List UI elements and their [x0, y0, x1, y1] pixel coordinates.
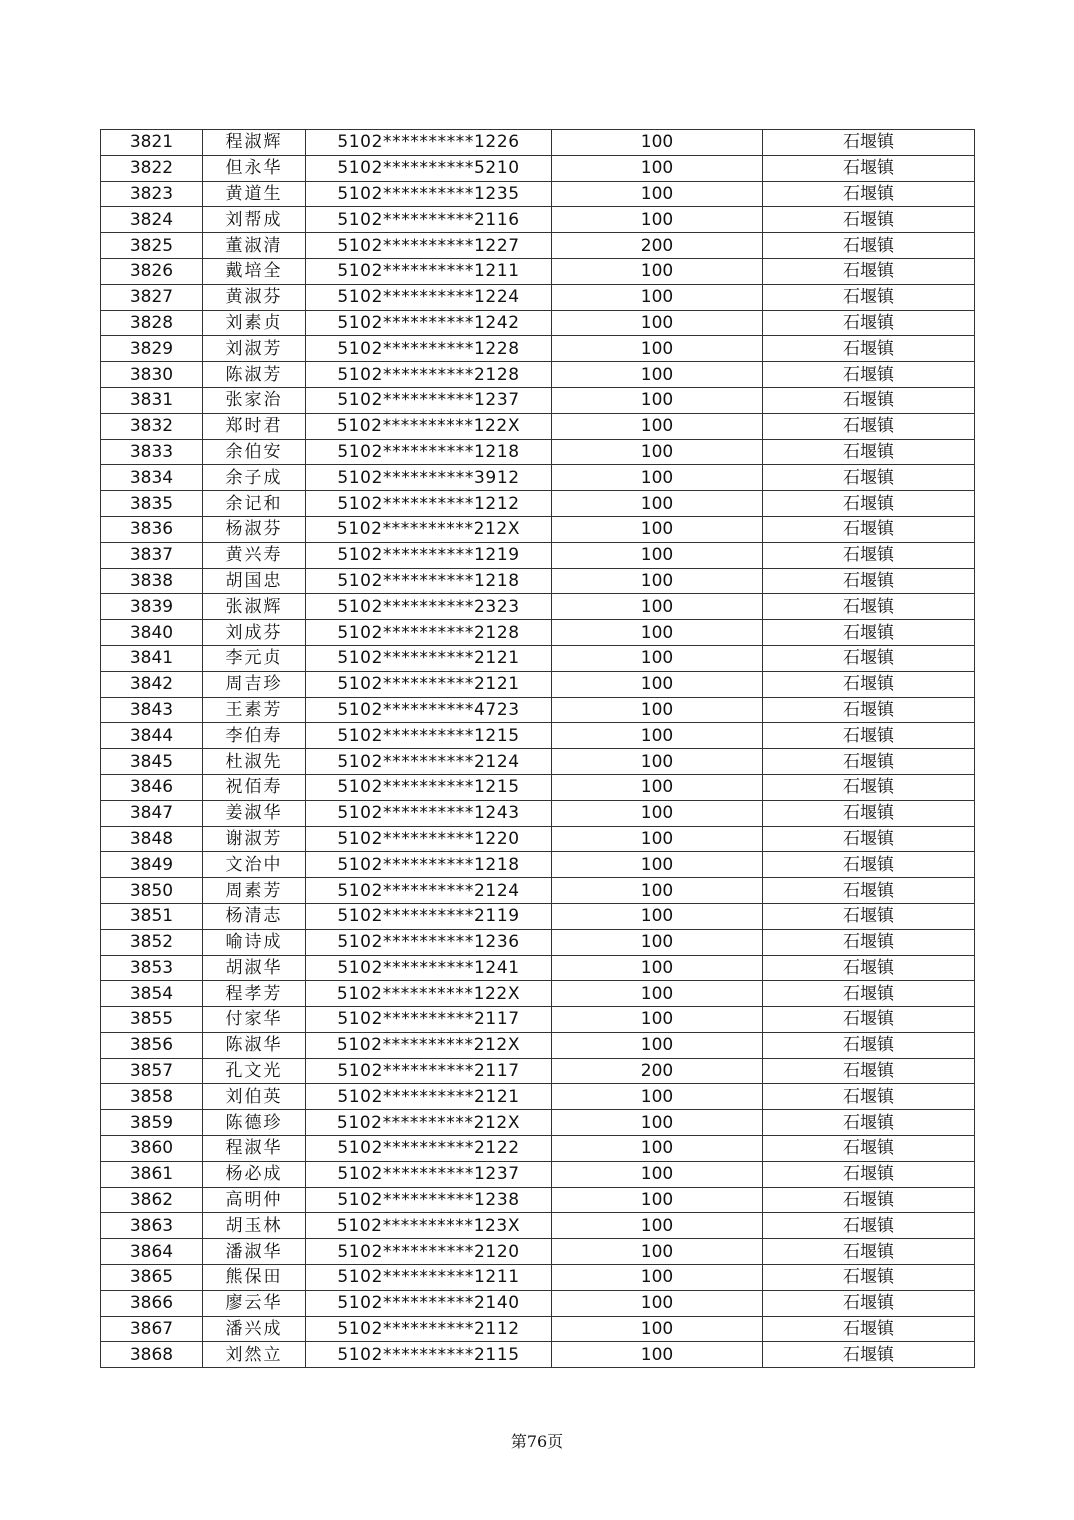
id-number-cell: 5102**********2128 — [306, 362, 552, 388]
town-cell: 石堰镇 — [763, 826, 975, 852]
name-cell: 喻诗成 — [203, 929, 306, 955]
row-index-cell: 3865 — [101, 1265, 203, 1291]
row-index-cell: 3825 — [101, 233, 203, 259]
amount-cell: 100 — [552, 439, 763, 465]
id-number-cell: 5102**********1242 — [306, 310, 552, 336]
table-row — [101, 774, 975, 800]
amount-cell: 100 — [552, 697, 763, 723]
amount-cell: 200 — [552, 233, 763, 259]
row-index-cell: 3855 — [101, 1007, 203, 1033]
town-cell: 石堰镇 — [763, 362, 975, 388]
table-row — [101, 181, 975, 207]
row-index-cell: 3861 — [101, 1161, 203, 1187]
row-index-cell: 3832 — [101, 413, 203, 439]
row-index-cell: 3840 — [101, 620, 203, 646]
name-cell: 潘兴成 — [203, 1316, 306, 1342]
amount-cell: 100 — [552, 1187, 763, 1213]
row-index-cell: 3845 — [101, 749, 203, 775]
table-row — [101, 310, 975, 336]
town-cell: 石堰镇 — [763, 1316, 975, 1342]
amount-cell: 100 — [552, 1213, 763, 1239]
town-cell: 石堰镇 — [763, 413, 975, 439]
id-number-cell: 5102**********2121 — [306, 671, 552, 697]
town-cell: 石堰镇 — [763, 955, 975, 981]
name-cell: 但永华 — [203, 155, 306, 181]
row-index-cell: 3854 — [101, 981, 203, 1007]
name-cell: 周吉珍 — [203, 671, 306, 697]
town-cell: 石堰镇 — [763, 671, 975, 697]
table-row — [101, 1316, 975, 1342]
town-cell: 石堰镇 — [763, 1213, 975, 1239]
name-cell: 刘成芬 — [203, 620, 306, 646]
table-row — [101, 1342, 975, 1368]
name-cell: 廖云华 — [203, 1290, 306, 1316]
id-number-cell: 5102**********123X — [306, 1213, 552, 1239]
town-cell: 石堰镇 — [763, 1161, 975, 1187]
row-index-cell: 3851 — [101, 903, 203, 929]
table-row — [101, 465, 975, 491]
amount-cell: 100 — [552, 491, 763, 517]
table-row — [101, 697, 975, 723]
town-cell: 石堰镇 — [763, 620, 975, 646]
table-row — [101, 1032, 975, 1058]
id-number-cell: 5102**********2117 — [306, 1007, 552, 1033]
records-table — [100, 129, 975, 1368]
amount-cell: 100 — [552, 568, 763, 594]
town-cell: 石堰镇 — [763, 1136, 975, 1162]
row-index-cell: 3826 — [101, 258, 203, 284]
amount-cell: 100 — [552, 258, 763, 284]
id-number-cell: 5102**********1215 — [306, 774, 552, 800]
town-cell: 石堰镇 — [763, 981, 975, 1007]
name-cell: 程淑华 — [203, 1136, 306, 1162]
table-row — [101, 1161, 975, 1187]
row-index-cell: 3853 — [101, 955, 203, 981]
id-number-cell: 5102**********2323 — [306, 594, 552, 620]
id-number-cell: 5102**********2140 — [306, 1290, 552, 1316]
amount-cell: 100 — [552, 1342, 763, 1368]
id-number-cell: 5102**********2116 — [306, 207, 552, 233]
name-cell: 刘素贞 — [203, 310, 306, 336]
name-cell: 刘淑芳 — [203, 336, 306, 362]
id-number-cell: 5102**********2121 — [306, 645, 552, 671]
name-cell: 余记和 — [203, 491, 306, 517]
table-row — [101, 800, 975, 826]
town-cell: 石堰镇 — [763, 568, 975, 594]
town-cell: 石堰镇 — [763, 852, 975, 878]
table-row — [101, 491, 975, 517]
town-cell: 石堰镇 — [763, 1265, 975, 1291]
page-number: 第76页 — [510, 1432, 564, 1451]
table-row — [101, 516, 975, 542]
name-cell: 熊保田 — [203, 1265, 306, 1291]
id-number-cell: 5102**********2122 — [306, 1136, 552, 1162]
id-number-cell: 5102**********1226 — [306, 130, 552, 156]
id-number-cell: 5102**********212X — [306, 1110, 552, 1136]
table-row — [101, 207, 975, 233]
name-cell: 郑时君 — [203, 413, 306, 439]
table-row — [101, 749, 975, 775]
id-number-cell: 5102**********1243 — [306, 800, 552, 826]
table-row — [101, 1265, 975, 1291]
row-index-cell: 3843 — [101, 697, 203, 723]
row-index-cell: 3841 — [101, 645, 203, 671]
row-index-cell: 3839 — [101, 594, 203, 620]
id-number-cell: 5102**********1236 — [306, 929, 552, 955]
row-index-cell: 3831 — [101, 387, 203, 413]
name-cell: 戴培全 — [203, 258, 306, 284]
table-row — [101, 723, 975, 749]
amount-cell: 100 — [552, 749, 763, 775]
town-cell: 石堰镇 — [763, 130, 975, 156]
id-number-cell: 5102**********1235 — [306, 181, 552, 207]
table-row — [101, 981, 975, 1007]
amount-cell: 100 — [552, 671, 763, 697]
id-number-cell: 5102**********2112 — [306, 1316, 552, 1342]
town-cell: 石堰镇 — [763, 929, 975, 955]
table-row — [101, 1007, 975, 1033]
id-number-cell: 5102**********1224 — [306, 284, 552, 310]
name-cell: 李元贞 — [203, 645, 306, 671]
table-row — [101, 1058, 975, 1084]
name-cell: 张家治 — [203, 387, 306, 413]
name-cell: 杨必成 — [203, 1161, 306, 1187]
name-cell: 余伯安 — [203, 439, 306, 465]
row-index-cell: 3824 — [101, 207, 203, 233]
town-cell: 石堰镇 — [763, 542, 975, 568]
table-row — [101, 826, 975, 852]
town-cell: 石堰镇 — [763, 1110, 975, 1136]
table-row — [101, 439, 975, 465]
amount-cell: 100 — [552, 542, 763, 568]
id-number-cell: 5102**********1228 — [306, 336, 552, 362]
id-number-cell: 5102**********2121 — [306, 1084, 552, 1110]
id-number-cell: 5102**********1219 — [306, 542, 552, 568]
row-index-cell: 3823 — [101, 181, 203, 207]
town-cell: 石堰镇 — [763, 387, 975, 413]
row-index-cell: 3835 — [101, 491, 203, 517]
table-row — [101, 929, 975, 955]
amount-cell: 100 — [552, 774, 763, 800]
name-cell: 黄兴寿 — [203, 542, 306, 568]
town-cell: 石堰镇 — [763, 749, 975, 775]
amount-cell: 100 — [552, 130, 763, 156]
town-cell: 石堰镇 — [763, 1239, 975, 1265]
table-row — [101, 568, 975, 594]
town-cell: 石堰镇 — [763, 774, 975, 800]
town-cell: 石堰镇 — [763, 491, 975, 517]
table-row — [101, 1290, 975, 1316]
town-cell: 石堰镇 — [763, 181, 975, 207]
table-row — [101, 413, 975, 439]
amount-cell: 100 — [552, 852, 763, 878]
name-cell: 李伯寿 — [203, 723, 306, 749]
town-cell: 石堰镇 — [763, 465, 975, 491]
town-cell: 石堰镇 — [763, 336, 975, 362]
town-cell: 石堰镇 — [763, 1290, 975, 1316]
amount-cell: 100 — [552, 516, 763, 542]
amount-cell: 100 — [552, 878, 763, 904]
amount-cell: 100 — [552, 1110, 763, 1136]
town-cell: 石堰镇 — [763, 697, 975, 723]
row-index-cell: 3829 — [101, 336, 203, 362]
id-number-cell: 5102**********212X — [306, 1032, 552, 1058]
id-number-cell: 5102**********5210 — [306, 155, 552, 181]
table-row — [101, 258, 975, 284]
table-row — [101, 542, 975, 568]
amount-cell: 100 — [552, 1290, 763, 1316]
name-cell: 黄道生 — [203, 181, 306, 207]
name-cell: 胡国忠 — [203, 568, 306, 594]
town-cell: 石堰镇 — [763, 594, 975, 620]
name-cell: 付家华 — [203, 1007, 306, 1033]
row-index-cell: 3868 — [101, 1342, 203, 1368]
name-cell: 陈淑芳 — [203, 362, 306, 388]
row-index-cell: 3846 — [101, 774, 203, 800]
row-index-cell: 3859 — [101, 1110, 203, 1136]
amount-cell: 100 — [552, 826, 763, 852]
id-number-cell: 5102**********122X — [306, 981, 552, 1007]
name-cell: 文治中 — [203, 852, 306, 878]
row-index-cell: 3852 — [101, 929, 203, 955]
town-cell: 石堰镇 — [763, 516, 975, 542]
amount-cell: 100 — [552, 929, 763, 955]
id-number-cell: 5102**********2117 — [306, 1058, 552, 1084]
amount-cell: 100 — [552, 800, 763, 826]
id-number-cell: 5102**********1220 — [306, 826, 552, 852]
town-cell: 石堰镇 — [763, 800, 975, 826]
row-index-cell: 3849 — [101, 852, 203, 878]
amount-cell: 100 — [552, 723, 763, 749]
id-number-cell: 5102**********2124 — [306, 878, 552, 904]
town-cell: 石堰镇 — [763, 439, 975, 465]
id-number-cell: 5102**********122X — [306, 413, 552, 439]
table-row — [101, 645, 975, 671]
table-row — [101, 362, 975, 388]
table-row — [101, 155, 975, 181]
amount-cell: 100 — [552, 1316, 763, 1342]
town-cell: 石堰镇 — [763, 310, 975, 336]
id-number-cell: 5102**********1237 — [306, 1161, 552, 1187]
amount-cell: 100 — [552, 645, 763, 671]
row-index-cell: 3822 — [101, 155, 203, 181]
table-row — [101, 336, 975, 362]
amount-cell: 100 — [552, 903, 763, 929]
name-cell: 董淑清 — [203, 233, 306, 259]
row-index-cell: 3866 — [101, 1290, 203, 1316]
id-number-cell: 5102**********4723 — [306, 697, 552, 723]
table-row — [101, 1213, 975, 1239]
table-row — [101, 1084, 975, 1110]
name-cell: 胡淑华 — [203, 955, 306, 981]
table-row — [101, 1110, 975, 1136]
name-cell: 王素芳 — [203, 697, 306, 723]
town-cell: 石堰镇 — [763, 723, 975, 749]
town-cell: 石堰镇 — [763, 155, 975, 181]
amount-cell: 100 — [552, 1032, 763, 1058]
amount-cell: 100 — [552, 181, 763, 207]
id-number-cell: 5102**********2128 — [306, 620, 552, 646]
town-cell: 石堰镇 — [763, 1084, 975, 1110]
name-cell: 张淑辉 — [203, 594, 306, 620]
table-row — [101, 387, 975, 413]
amount-cell: 100 — [552, 1265, 763, 1291]
amount-cell: 100 — [552, 594, 763, 620]
town-cell: 石堰镇 — [763, 258, 975, 284]
row-index-cell: 3828 — [101, 310, 203, 336]
id-number-cell: 5102**********1227 — [306, 233, 552, 259]
row-index-cell: 3837 — [101, 542, 203, 568]
row-index-cell: 3827 — [101, 284, 203, 310]
table-row — [101, 1239, 975, 1265]
table-row — [101, 594, 975, 620]
amount-cell: 200 — [552, 1058, 763, 1084]
town-cell: 石堰镇 — [763, 233, 975, 259]
amount-cell: 100 — [552, 1136, 763, 1162]
amount-cell: 100 — [552, 1007, 763, 1033]
town-cell: 石堰镇 — [763, 1342, 975, 1368]
row-index-cell: 3858 — [101, 1084, 203, 1110]
table-row — [101, 1136, 975, 1162]
town-cell: 石堰镇 — [763, 284, 975, 310]
row-index-cell: 3856 — [101, 1032, 203, 1058]
row-index-cell: 3864 — [101, 1239, 203, 1265]
town-cell: 石堰镇 — [763, 645, 975, 671]
row-index-cell: 3857 — [101, 1058, 203, 1084]
row-index-cell: 3834 — [101, 465, 203, 491]
row-index-cell: 3844 — [101, 723, 203, 749]
name-cell: 陈德珍 — [203, 1110, 306, 1136]
id-number-cell: 5102**********3912 — [306, 465, 552, 491]
amount-cell: 100 — [552, 1239, 763, 1265]
id-number-cell: 5102**********1211 — [306, 258, 552, 284]
table-row — [101, 955, 975, 981]
id-number-cell: 5102**********2124 — [306, 749, 552, 775]
row-index-cell: 3850 — [101, 878, 203, 904]
amount-cell: 100 — [552, 284, 763, 310]
table-row — [101, 852, 975, 878]
records-table-body — [101, 130, 975, 1368]
id-number-cell: 5102**********2115 — [306, 1342, 552, 1368]
amount-cell: 100 — [552, 207, 763, 233]
id-number-cell: 5102**********1218 — [306, 439, 552, 465]
name-cell: 陈淑华 — [203, 1032, 306, 1058]
row-index-cell: 3838 — [101, 568, 203, 594]
amount-cell: 100 — [552, 387, 763, 413]
id-number-cell: 5102**********2120 — [306, 1239, 552, 1265]
id-number-cell: 5102**********1215 — [306, 723, 552, 749]
amount-cell: 100 — [552, 362, 763, 388]
name-cell: 孔文光 — [203, 1058, 306, 1084]
table-row — [101, 233, 975, 259]
id-number-cell: 5102**********1218 — [306, 852, 552, 878]
row-index-cell: 3836 — [101, 516, 203, 542]
row-index-cell: 3830 — [101, 362, 203, 388]
town-cell: 石堰镇 — [763, 1058, 975, 1084]
table-row — [101, 903, 975, 929]
row-index-cell: 3848 — [101, 826, 203, 852]
table-row — [101, 620, 975, 646]
table-row — [101, 878, 975, 904]
amount-cell: 100 — [552, 310, 763, 336]
town-cell: 石堰镇 — [763, 1187, 975, 1213]
amount-cell: 100 — [552, 1084, 763, 1110]
amount-cell: 100 — [552, 620, 763, 646]
amount-cell: 100 — [552, 955, 763, 981]
row-index-cell: 3867 — [101, 1316, 203, 1342]
town-cell: 石堰镇 — [763, 1032, 975, 1058]
row-index-cell: 3862 — [101, 1187, 203, 1213]
table-row — [101, 130, 975, 156]
id-number-cell: 5102**********1238 — [306, 1187, 552, 1213]
town-cell: 石堰镇 — [763, 878, 975, 904]
name-cell: 祝佰寿 — [203, 774, 306, 800]
amount-cell: 100 — [552, 981, 763, 1007]
id-number-cell: 5102**********212X — [306, 516, 552, 542]
amount-cell: 100 — [552, 1161, 763, 1187]
name-cell: 胡玉林 — [203, 1213, 306, 1239]
name-cell: 程孝芳 — [203, 981, 306, 1007]
row-index-cell: 3863 — [101, 1213, 203, 1239]
name-cell: 高明仲 — [203, 1187, 306, 1213]
id-number-cell: 5102**********1212 — [306, 491, 552, 517]
id-number-cell: 5102**********1237 — [306, 387, 552, 413]
name-cell: 姜淑华 — [203, 800, 306, 826]
name-cell: 杜淑先 — [203, 749, 306, 775]
name-cell: 周素芳 — [203, 878, 306, 904]
table-row — [101, 671, 975, 697]
table-row — [101, 284, 975, 310]
name-cell: 杨淑芬 — [203, 516, 306, 542]
name-cell: 程淑辉 — [203, 130, 306, 156]
name-cell: 谢淑芳 — [203, 826, 306, 852]
town-cell: 石堰镇 — [763, 903, 975, 929]
row-index-cell: 3860 — [101, 1136, 203, 1162]
name-cell: 潘淑华 — [203, 1239, 306, 1265]
name-cell: 余子成 — [203, 465, 306, 491]
id-number-cell: 5102**********2119 — [306, 903, 552, 929]
name-cell: 刘伯英 — [203, 1084, 306, 1110]
amount-cell: 100 — [552, 336, 763, 362]
id-number-cell: 5102**********1241 — [306, 955, 552, 981]
town-cell: 石堰镇 — [763, 207, 975, 233]
table-row — [101, 1187, 975, 1213]
amount-cell: 100 — [552, 155, 763, 181]
row-index-cell: 3842 — [101, 671, 203, 697]
row-index-cell: 3833 — [101, 439, 203, 465]
amount-cell: 100 — [552, 413, 763, 439]
row-index-cell: 3821 — [101, 130, 203, 156]
row-index-cell: 3847 — [101, 800, 203, 826]
name-cell: 黄淑芬 — [203, 284, 306, 310]
name-cell: 杨清志 — [203, 903, 306, 929]
name-cell: 刘然立 — [203, 1342, 306, 1368]
id-number-cell: 5102**********1211 — [306, 1265, 552, 1291]
town-cell: 石堰镇 — [763, 1007, 975, 1033]
id-number-cell: 5102**********1218 — [306, 568, 552, 594]
amount-cell: 100 — [552, 465, 763, 491]
name-cell: 刘帮成 — [203, 207, 306, 233]
